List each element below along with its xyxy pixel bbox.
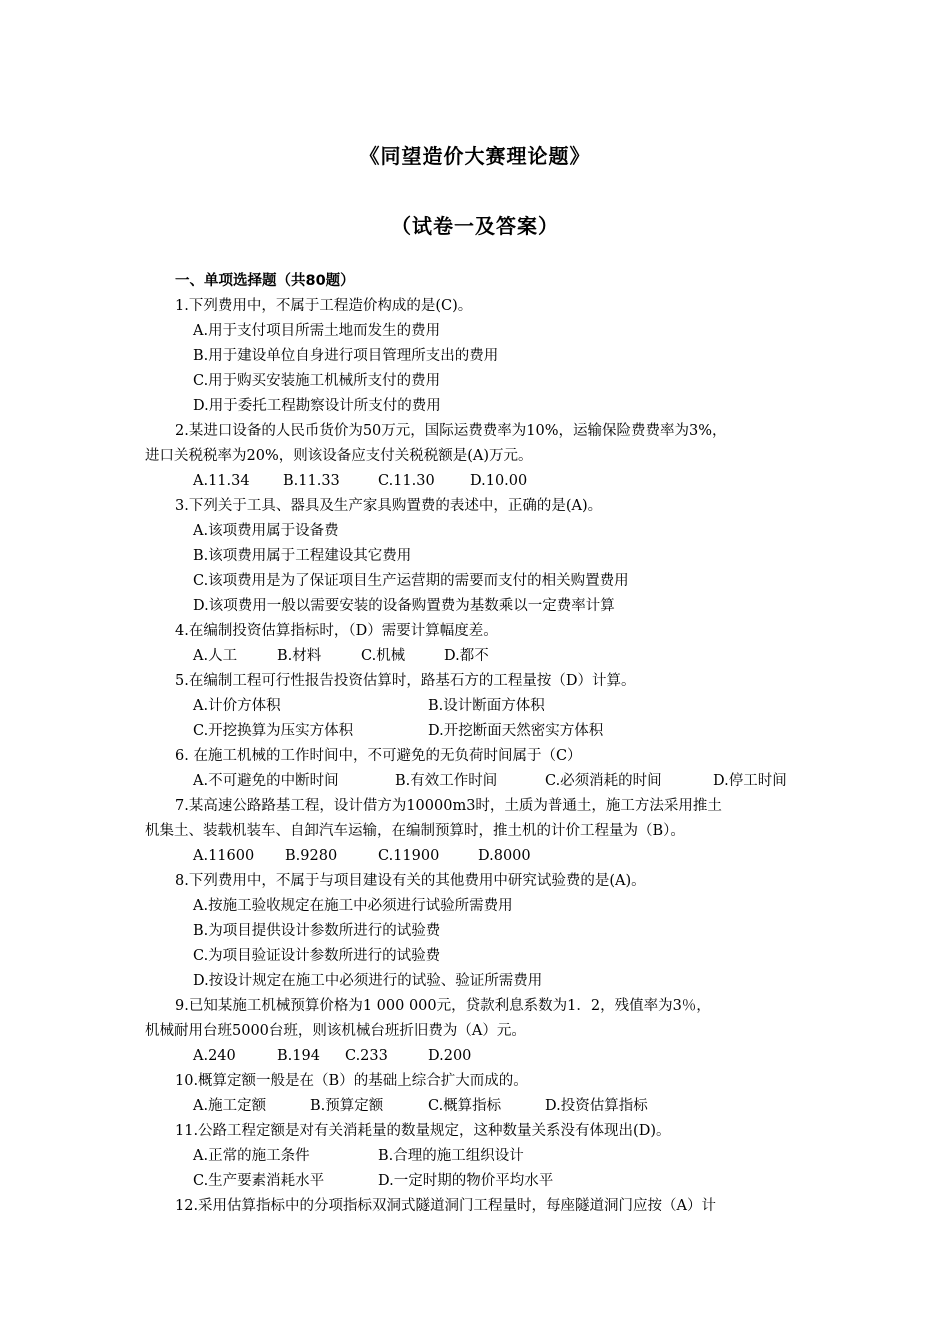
option-b: B.11.33 (283, 473, 340, 489)
option-b: B.9280 (285, 848, 338, 864)
question-stem-cont: 进口关税税率为20%，则该设备应支付关税税额是(A)万元。 (145, 448, 533, 464)
question-stem: 1.下列费用中，不属于工程造价构成的是(C)。 (175, 298, 473, 314)
option-c: C.11.30 (378, 473, 435, 489)
option-c: C.生产要素消耗水平 (193, 1173, 325, 1189)
option-a: A.施工定额 (193, 1098, 267, 1114)
question-stem: 3.下列关于工具、器具及生产家具购置费的表述中，正确的是(A)。 (175, 498, 603, 514)
option-b: B.预算定额 (310, 1098, 384, 1114)
option-d: D.8000 (478, 848, 531, 864)
option-c: C.机械 (361, 648, 406, 664)
option-c: C.为项目验证设计参数所进行的试验费 (193, 948, 441, 964)
option-b: B.合理的施工组织设计 (378, 1148, 524, 1164)
option-d: D.该项费用一般以需要安装的设备购置费为基数乘以一定费率计算 (193, 598, 615, 614)
option-c: C.必须消耗的时间 (545, 773, 662, 789)
option-c: C.该项费用是为了保证项目生产运营期的需要而支付的相关购置费用 (193, 573, 629, 589)
option-b: B.设计断面方体积 (428, 698, 545, 714)
option-b: B.为项目提供设计参数所进行的试验费 (193, 923, 441, 939)
option-c: C.用于购买安装施工机械所支付的费用 (193, 373, 441, 389)
question-stem: 10.概算定额一般是在（B）的基础上综合扩大而成的。 (175, 1073, 528, 1089)
option-a: A.正常的施工条件 (193, 1148, 310, 1164)
option-c: C.11900 (378, 848, 440, 864)
option-b: B.有效工作时间 (395, 773, 498, 789)
option-a: A.240 (193, 1048, 236, 1064)
option-c: C.概算指标 (428, 1098, 502, 1114)
question-stem: 2.某进口设备的人民币货价为50万元，国际运费费率为10%，运输保险费费率为3%， (175, 423, 727, 439)
question-stem: 11.公路工程定额是对有关消耗量的数量规定，这种数量关系没有体现出(D)。 (175, 1123, 671, 1139)
option-b: B.用于建设单位自身进行项目管理所支出的费用 (193, 348, 499, 364)
question-stem: 12.采用估算指标中的分项指标双洞式隧道洞门工程量时，每座隧道洞门应按（A）计 (175, 1198, 717, 1214)
option-b: B.该项费用属于工程建设其它费用 (193, 548, 412, 564)
question-stem-cont: 机集土、装载机装车、自卸汽车运输，在编制预算时，推土机的计价工程量为（B）。 (145, 823, 685, 839)
option-b: B.材料 (277, 648, 322, 664)
option-a: A.该项费用属于设备费 (193, 523, 339, 539)
option-a: A.计价方体积 (193, 698, 281, 714)
option-a: A.11600 (193, 848, 255, 864)
option-d: D.停工时间 (713, 773, 787, 789)
option-b: B.194 (277, 1048, 320, 1064)
document-subtitle: （试卷一及答案） (391, 214, 559, 238)
option-d: D.投资估算指标 (545, 1098, 648, 1114)
option-d: D.开挖断面天然密实方体积 (428, 723, 604, 739)
document-title: 《同望造价大赛理论题》 (359, 144, 591, 168)
question-stem-cont: 机械耐用台班5000台班，则该机械台班折旧费为（A）元。 (145, 1023, 526, 1039)
section-heading: 一、单项选择题（共80题） (175, 273, 355, 289)
option-a: A.人工 (193, 648, 238, 664)
option-a: A.不可避免的中断时间 (193, 773, 339, 789)
option-d: D.按设计规定在施工中必须进行的试验、验证所需费用 (193, 973, 543, 989)
option-a: A.按施工验收规定在施工中必须进行试验所需费用 (193, 898, 513, 914)
option-c: C.开挖换算为压实方体积 (193, 723, 354, 739)
option-d: D.都不 (444, 648, 489, 664)
option-a: A.11.34 (193, 473, 250, 489)
option-d: D.用于委托工程勘察设计所支付的费用 (193, 398, 441, 414)
question-stem: 6. 在施工机械的工作时间中，不可避免的无负荷时间属于（C） (175, 748, 582, 764)
option-d: D.10.00 (470, 473, 528, 489)
option-c: C.233 (345, 1048, 388, 1064)
option-a: A.用于支付项目所需土地而发生的费用 (193, 323, 441, 339)
option-d: D.一定时期的物价平均水平 (378, 1173, 554, 1189)
question-stem: 5.在编制工程可行性报告投资估算时，路基石方的工程量按（D）计算。 (175, 673, 636, 689)
option-d: D.200 (428, 1048, 472, 1064)
question-stem: 7.某高速公路路基工程，设计借方为10000m3时，土质为普通土，施工方法采用推土 (175, 798, 722, 814)
question-stem: 4.在编制投资估算指标时，（D）需要计算幅度差。 (175, 623, 498, 639)
question-stem: 8.下列费用中，不属于与项目建设有关的其他费用中研究试验费的是(A)。 (175, 873, 646, 889)
question-stem: 9.已知某施工机械预算价格为1 000 000元，贷款利息系数为1．2，残值率为3％， (175, 998, 711, 1014)
